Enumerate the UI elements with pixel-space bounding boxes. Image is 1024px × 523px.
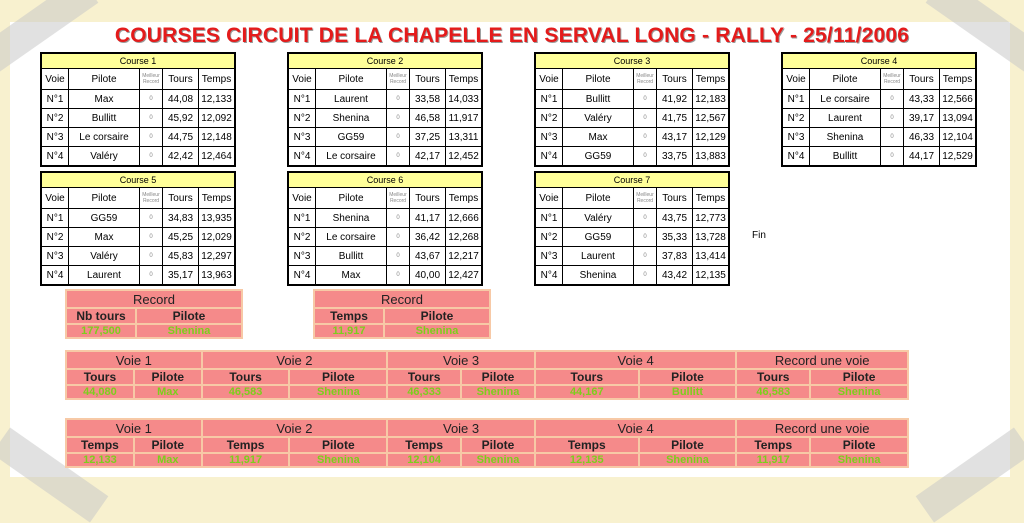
voie-heading: Voie 2 [203,352,387,368]
col-meilleur-record [881,69,904,90]
voie-pilote: Shenina [811,454,907,466]
cell-pilote: Max [69,90,140,109]
voie-pilote: Bullitt [640,386,736,398]
table-row [41,90,235,109]
voie-col-b: Pilote [462,370,534,384]
voie-heading: Voie 1 [67,420,201,436]
voie-pilote: Shenina [290,386,386,398]
voie-tours-table [65,350,909,400]
table-row [41,266,235,286]
cell-meilleur-record: 0 [140,147,163,167]
cell-voie: N°1 [288,90,316,109]
col-pilote: Pilote [563,69,634,90]
voie-col-a: Temps [203,438,289,452]
col-meilleur: Meilleur [883,73,901,79]
cell-pilote: Valéry [563,209,634,228]
voie-pilote: Shenina [462,386,534,398]
cell-meilleur-record: 0 [634,266,657,286]
table-row [41,209,235,228]
table-row [288,109,482,128]
col-temps: Temps [199,188,236,209]
cell-pilote: Shenina [563,266,634,286]
col-meilleur: Meilleur [636,73,654,79]
voie-col-a: Temps [67,438,133,452]
cell-tours: 45,83 [163,247,199,266]
cell-tours: 41,17 [410,209,446,228]
record-tours-pilote: Shenina [137,325,241,337]
col-tours: Tours [163,69,199,90]
col-pilote: Pilote [563,188,634,209]
cell-meilleur-record: 0 [140,247,163,266]
cell-temps: 12,529 [940,147,977,167]
col-meilleur-record [387,69,410,90]
col-meilleur: Meilleur [636,192,654,198]
col-tours: Tours [904,69,940,90]
cell-temps: 12,183 [693,90,730,109]
voie-heading: Record une voie [737,420,907,436]
cell-tours: 36,42 [410,228,446,247]
voie-value: 11,917 [203,454,289,466]
record-temps-heading: Record [315,291,489,307]
table-row [41,228,235,247]
col-pilote: Pilote [69,69,140,90]
cell-temps: 12,092 [199,109,236,128]
cell-pilote: GG59 [69,209,140,228]
cell-meilleur-record: 0 [881,147,904,167]
voie-col-b: Pilote [135,438,201,452]
cell-tours: 44,17 [904,147,940,167]
cell-voie: N°3 [782,128,810,147]
course-table-3 [534,52,730,167]
voie-col-b: Pilote [290,370,386,384]
cell-meilleur-record: 0 [881,90,904,109]
col-meilleur-record [387,188,410,209]
cell-meilleur-record: 0 [387,128,410,147]
record-temps-col2: Pilote [385,309,489,323]
cell-pilote: GG59 [563,228,634,247]
cell-meilleur-record: 0 [634,147,657,167]
col-voie: Voie [782,69,810,90]
cell-voie: N°4 [41,266,69,286]
cell-meilleur-record: 0 [387,247,410,266]
cell-voie: N°4 [41,147,69,167]
cell-tours: 42,17 [410,147,446,167]
cell-voie: N°1 [535,90,563,109]
course-table-7 [534,171,730,286]
col-temps: Temps [446,188,483,209]
record-tours-col2: Pilote [137,309,241,323]
voie-col-a: Temps [388,438,460,452]
cell-tours: 42,42 [163,147,199,167]
cell-tours: 43,42 [657,266,693,286]
cell-meilleur-record: 0 [387,228,410,247]
cell-tours: 44,08 [163,90,199,109]
voie-temps-table [65,418,909,468]
cell-meilleur-record: 0 [634,209,657,228]
cell-voie: N°1 [41,209,69,228]
col-pilote: Pilote [69,188,140,209]
record-temps-pilote: Shenina [385,325,489,337]
voie-col-a: Tours [737,370,809,384]
course-table-5 [40,171,236,286]
table-row [41,109,235,128]
cell-voie: N°2 [288,109,316,128]
col-pilote: Pilote [810,69,881,90]
cell-pilote: Valéry [69,147,140,167]
cell-tours: 33,75 [657,147,693,167]
table-row [288,147,482,167]
cell-voie: N°1 [535,209,563,228]
col-record: Record [142,198,160,204]
cell-temps: 12,104 [940,128,977,147]
cell-voie: N°4 [782,147,810,167]
cell-voie: N°2 [41,228,69,247]
col-meilleur-record [140,188,163,209]
fin-label: Fin [752,230,766,241]
voie-pilote: Max [135,454,201,466]
cell-voie: N°2 [288,228,316,247]
cell-voie: N°3 [288,128,316,147]
voie-col-b: Pilote [135,370,201,384]
voie-heading: Voie 2 [203,420,387,436]
cell-pilote: Bullitt [810,147,881,167]
cell-pilote: Le corsaire [69,128,140,147]
cell-voie: N°4 [288,147,316,167]
voie-col-b: Pilote [462,438,534,452]
col-tours: Tours [657,188,693,209]
cell-temps: 12,268 [446,228,483,247]
cell-pilote: Bullitt [563,90,634,109]
col-voie: Voie [288,188,316,209]
voie-value: 46,333 [388,386,460,398]
col-tours: Tours [657,69,693,90]
cell-temps: 12,297 [199,247,236,266]
cell-temps: 11,917 [446,109,483,128]
cell-meilleur-record: 0 [634,228,657,247]
col-tours: Tours [410,69,446,90]
table-row [535,90,729,109]
course-table-2 [287,52,483,167]
cell-meilleur-record: 0 [881,128,904,147]
cell-pilote: Shenina [316,109,387,128]
cell-temps: 12,452 [446,147,483,167]
voie-heading: Voie 4 [536,420,735,436]
course-table-1 [40,52,236,167]
cell-voie: N°3 [41,247,69,266]
col-voie: Voie [41,69,69,90]
col-temps: Temps [199,69,236,90]
voie-col-a: Tours [203,370,289,384]
table-row [288,266,482,286]
record-temps-col1: Temps [315,309,383,323]
cell-meilleur-record: 0 [140,228,163,247]
cell-meilleur-record: 0 [140,128,163,147]
voie-col-a: Tours [536,370,638,384]
cell-pilote: Le corsaire [810,90,881,109]
course-title: Course 4 [782,53,976,69]
cell-pilote: Le corsaire [316,228,387,247]
col-meilleur-record [634,188,657,209]
cell-meilleur-record: 0 [881,109,904,128]
cell-temps: 12,135 [693,266,730,286]
col-temps: Temps [446,69,483,90]
col-voie: Voie [535,69,563,90]
voie-value: 12,135 [536,454,638,466]
cell-pilote: Max [316,266,387,286]
table-row [288,128,482,147]
voie-value: 11,917 [737,454,809,466]
cell-tours: 34,83 [163,209,199,228]
voie-pilote: Shenina [462,454,534,466]
voie-col-a: Tours [388,370,460,384]
cell-temps: 12,566 [940,90,977,109]
record-tours-col1: Nb tours [67,309,135,323]
cell-temps: 12,773 [693,209,730,228]
voie-col-b: Pilote [811,370,907,384]
cell-meilleur-record: 0 [140,209,163,228]
cell-meilleur-record: 0 [140,90,163,109]
cell-pilote: GG59 [316,128,387,147]
cell-meilleur-record: 0 [634,90,657,109]
cell-meilleur-record: 0 [634,109,657,128]
voie-col-b: Pilote [290,438,386,452]
course-title: Course 7 [535,172,729,188]
voie-value: 46,583 [203,386,289,398]
cell-pilote: GG59 [563,147,634,167]
cell-temps: 14,033 [446,90,483,109]
voie-value: 12,104 [388,454,460,466]
cell-tours: 35,17 [163,266,199,286]
cell-pilote: Laurent [563,247,634,266]
col-voie: Voie [288,69,316,90]
cell-temps: 13,935 [199,209,236,228]
voie-col-b: Pilote [811,438,907,452]
cell-meilleur-record: 0 [387,266,410,286]
cell-temps: 12,427 [446,266,483,286]
col-meilleur: Meilleur [142,192,160,198]
voie-value: 46,583 [737,386,809,398]
table-row [535,266,729,286]
cell-tours: 39,17 [904,109,940,128]
page-title: COURSES CIRCUIT DE LA CHAPELLE EN SERVAL LONG - RALLY - 25/11/2006 [114,24,910,47]
cell-temps: 13,414 [693,247,730,266]
cell-tours: 46,33 [904,128,940,147]
col-record: Record [636,198,654,204]
voie-col-a: Temps [737,438,809,452]
cell-voie: N°3 [288,247,316,266]
cell-meilleur-record: 0 [387,209,410,228]
cell-temps: 12,217 [446,247,483,266]
cell-tours: 40,00 [410,266,446,286]
cell-pilote: Valéry [69,247,140,266]
col-meilleur-record [140,69,163,90]
col-record: Record [142,79,160,85]
cell-temps: 13,728 [693,228,730,247]
cell-voie: N°1 [782,90,810,109]
table-row [41,128,235,147]
cell-tours: 41,75 [657,109,693,128]
voie-heading: Record une voie [737,352,907,368]
table-row [535,209,729,228]
col-voie: Voie [535,188,563,209]
col-meilleur: Meilleur [389,192,407,198]
table-row [535,247,729,266]
voie-pilote: Max [135,386,201,398]
table-row [782,147,976,167]
cell-meilleur-record: 0 [140,266,163,286]
voie-pilote: Shenina [290,454,386,466]
cell-meilleur-record: 0 [140,109,163,128]
col-pilote: Pilote [316,69,387,90]
cell-tours: 44,75 [163,128,199,147]
table-row [41,147,235,167]
cell-tours: 43,33 [904,90,940,109]
voie-heading: Voie 3 [388,352,534,368]
col-meilleur: Meilleur [389,73,407,79]
table-row [288,209,482,228]
course-title: Course 1 [41,53,235,69]
cell-pilote: Shenina [316,209,387,228]
col-record: Record [883,79,901,85]
cell-temps: 13,094 [940,109,977,128]
voie-value: 12,133 [67,454,133,466]
voie-col-b: Pilote [640,438,736,452]
voie-col-b: Pilote [640,370,736,384]
cell-tours: 37,25 [410,128,446,147]
cell-meilleur-record: 0 [634,128,657,147]
cell-temps: 12,567 [693,109,730,128]
cell-pilote: Valéry [563,109,634,128]
table-row [782,109,976,128]
voie-pilote: Shenina [640,454,736,466]
voie-value: 44,080 [67,386,133,398]
record-temps-value: 11,917 [315,325,383,337]
col-meilleur-record [634,69,657,90]
table-row [288,247,482,266]
cell-temps: 13,963 [199,266,236,286]
cell-tours: 43,17 [657,128,693,147]
course-table-4 [781,52,977,167]
course-title: Course 3 [535,53,729,69]
table-row [535,228,729,247]
cell-meilleur-record: 0 [387,147,410,167]
record-tours-value: 177,500 [67,325,135,337]
cell-tours: 43,67 [410,247,446,266]
voie-col-a: Temps [536,438,638,452]
cell-temps: 13,883 [693,147,730,167]
cell-pilote: Max [563,128,634,147]
table-row [288,90,482,109]
col-tours: Tours [410,188,446,209]
cell-tours: 45,25 [163,228,199,247]
col-temps: Temps [940,69,977,90]
col-record: Record [636,79,654,85]
cell-tours: 46,58 [410,109,446,128]
record-temps-table [313,289,491,339]
voie-value: 44,167 [536,386,638,398]
cell-voie: N°2 [782,109,810,128]
col-voie: Voie [41,188,69,209]
table-row [535,147,729,167]
course-title: Course 5 [41,172,235,188]
table-row [782,90,976,109]
cell-temps: 12,133 [199,90,236,109]
col-temps: Temps [693,69,730,90]
col-meilleur: Meilleur [142,73,160,79]
cell-tours: 41,92 [657,90,693,109]
cell-pilote: Laurent [316,90,387,109]
cell-voie: N°3 [535,247,563,266]
cell-voie: N°4 [535,266,563,286]
cell-tours: 33,58 [410,90,446,109]
col-record: Record [389,79,407,85]
col-record: Record [389,198,407,204]
cell-temps: 13,311 [446,128,483,147]
table-row [41,247,235,266]
cell-temps: 12,666 [446,209,483,228]
voie-heading: Voie 1 [67,352,201,368]
cell-voie: N°1 [41,90,69,109]
cell-temps: 12,029 [199,228,236,247]
voie-col-a: Tours [67,370,133,384]
cell-meilleur-record: 0 [634,247,657,266]
col-temps: Temps [693,188,730,209]
cell-tours: 45,92 [163,109,199,128]
table-row [288,228,482,247]
cell-temps: 12,464 [199,147,236,167]
cell-meilleur-record: 0 [387,109,410,128]
cell-voie: N°2 [535,109,563,128]
cell-voie: N°3 [535,128,563,147]
table-row [782,128,976,147]
voie-heading: Voie 3 [388,420,534,436]
course-title: Course 2 [288,53,482,69]
col-tours: Tours [163,188,199,209]
cell-tours: 37,83 [657,247,693,266]
cell-voie: N°4 [535,147,563,167]
cell-voie: N°4 [288,266,316,286]
cell-tours: 43,75 [657,209,693,228]
course-title: Course 6 [288,172,482,188]
table-row [535,109,729,128]
cell-pilote: Bullitt [69,109,140,128]
cell-pilote: Laurent [69,266,140,286]
record-tours-heading: Record [67,291,241,307]
cell-temps: 12,148 [199,128,236,147]
cell-voie: N°1 [288,209,316,228]
cell-voie: N°3 [41,128,69,147]
cell-pilote: Laurent [810,109,881,128]
cell-pilote: Shenina [810,128,881,147]
cell-temps: 12,129 [693,128,730,147]
voie-heading: Voie 4 [536,352,735,368]
cell-pilote: Le corsaire [316,147,387,167]
cell-voie: N°2 [535,228,563,247]
cell-meilleur-record: 0 [387,90,410,109]
course-table-6 [287,171,483,286]
cell-pilote: Bullitt [316,247,387,266]
table-row [535,128,729,147]
col-pilote: Pilote [316,188,387,209]
voie-pilote: Shenina [811,386,907,398]
cell-pilote: Max [69,228,140,247]
cell-voie: N°2 [41,109,69,128]
cell-tours: 35,33 [657,228,693,247]
record-tours-table [65,289,243,339]
